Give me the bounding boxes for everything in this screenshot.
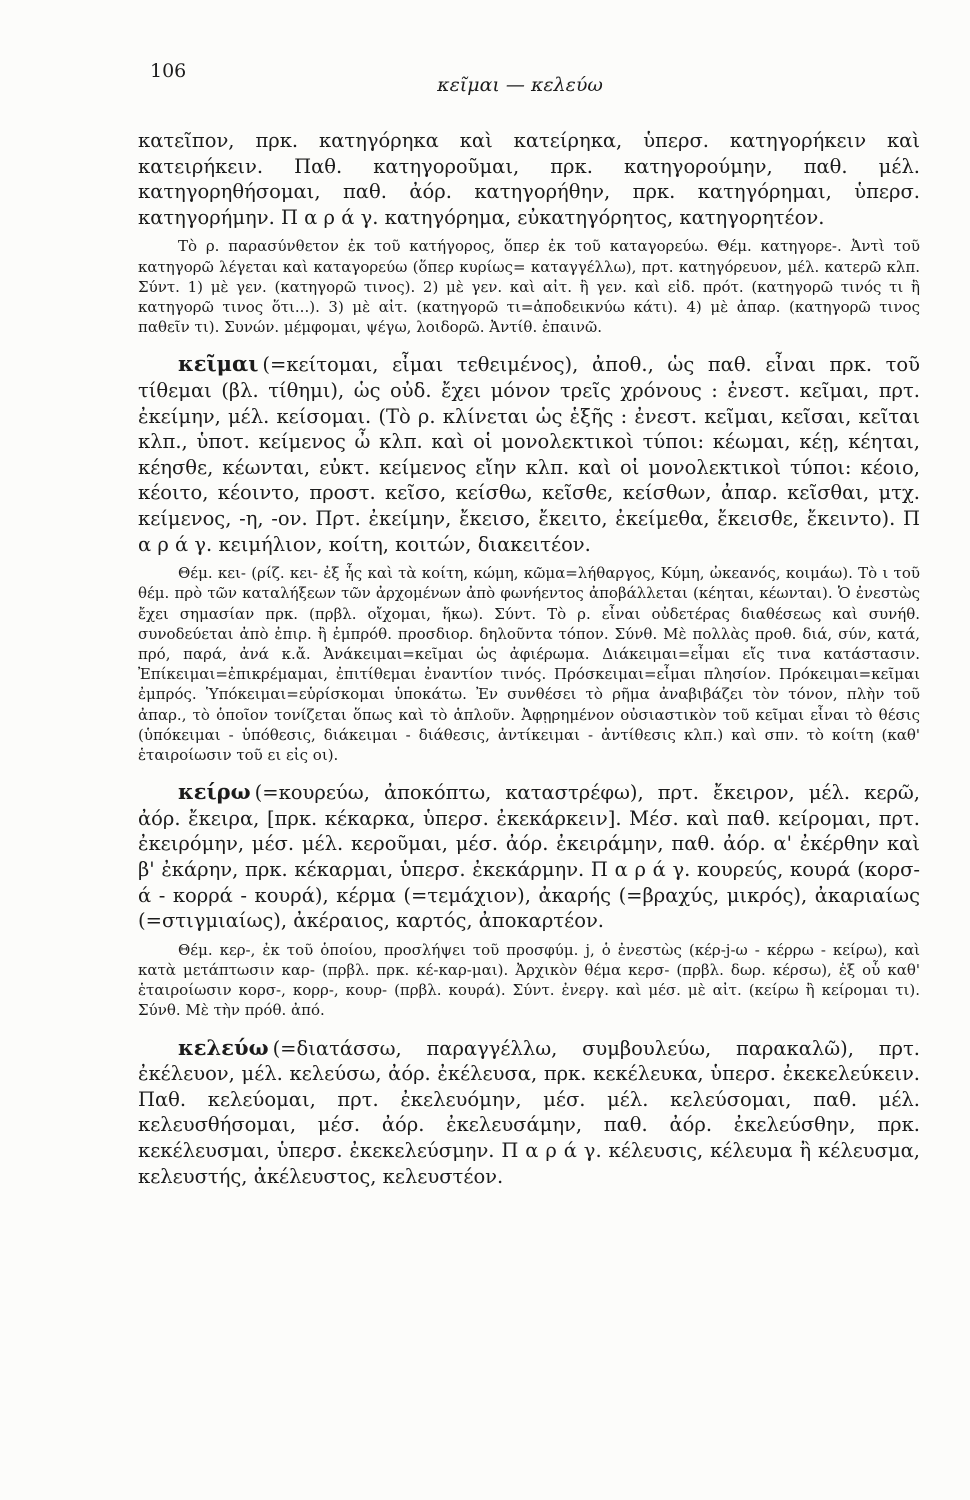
entry-text: (=διατάσσω, παραγγέλλω, συμβουλεύω, παρακαλῶ), πρτ. ἐκέλευον, μέλ. κελεύσω, ἀόρ. ἐκέλευσα, πρκ. κεκέλευκα, ὑπερσ. ἐκεκελεύκειν. Παθ. κελεύομαι, πρτ. ἐκελευόμην, μέσ. μέλ. κελεύσομαι, παθ. μέλ. κελευσθήσομαι, μέσ. ἀόρ. ἐκελευσάμην, παθ. ἀόρ. ἐκελεύσθην, πρκ. κεκέλευσμαι, ὑπερσ. ἐκεκελεύσμην. Π α ρ ά γ. κέλευσις, κέλευμα ἢ κέλευσμα, κελευστής, ἀκέλευστος, κελευστέον. — [138, 1036, 920, 1188]
entry-text: (=κείτομαι, εἶμαι τεθειμένος), ἀποθ., ὡς παθ. εἶναι πρκ. τοῦ τίθεμαι (βλ. τίθημι), ὡς οὐδ. ἔχει μόνον τρεῖς χρόνους : ἐνεστ. κεῖμαι, πρτ. ἐκείμην, μέλ. κείσομαι. (Τὸ ρ. κλίνεται ὡς ἑξῆς : ἐνεστ. κεῖμαι, κεῖσαι, κεῖται κλπ., ὑποτ. κείμενος ὦ κλπ. καὶ οἱ μονολεκτικοὶ τύποι: κέωμαι, κέῃ, κέηται, κέησθε, κέωνται, εὐκτ. κείμενος εἴην κλπ. καὶ οἱ μονολεκτικοὶ τύποι: κέοιο, κέοιτο, κέοιντο, προστ. κεῖσο, κείσθω, κεῖσθε, κείσθων, ἀπαρ. κεῖσθαι, μτχ. κείμενος, -η, -ον. Πρτ. ἐκείμην, ἔκεισο, ἔκειτο, ἐκείμεθα, ἔκεισθε, ἔκειντο). Π α ρ ά γ. κειμήλιον, κοίτη, κοιτών, διακειτέον. — [138, 353, 920, 556]
page-header — [0, 60, 970, 100]
etymology-note: Θέμ. κει- (ρίζ. κει- ἐξ ἧς καὶ τὰ κοίτη, κώμη, κῶμα=λήθαργος, Κύμη, ὠκεανός, κοιμάω). Τὸ ι τοῦ θέμ. πρὸ τῶν καταλήξεων τῶν ἀρχομένων ἀπὸ φωνήεντος ἀποβάλλεται (κέηται, κέωνται). Ὁ ἐνεστὼς ἔχει σημασίαν πρκ. (πρβλ. οἴχομαι, ἥκω). Σύντ. Τὸ ρ. εἶναι οὐδετέρας διαθέσεως καὶ συνήθ. συνοδεύεται ἀπὸ ἐπιρ. ἢ ἐμπρόθ. προσδιορ. δηλοῦντα τόπον. Σύνθ. Μὲ πολλὰς προθ. διά, σύν, κατά, πρό, παρά, ἀνά κ.ἄ. Ἀνάκειμαι=κεῖμαι ὡς ἀφιέρωμα. Διάκειμαι=εἶμαι εἴς τινα κατάστασιν. Ἐπίκειμαι=ἐπικρέμαμαι, ἐπιτίθεμαι ἐναντίον τινός. Πρόσκειμαι=εἶμαι πλησίον. Πρόκειμαι=κεῖμαι ἐμπρός. Ὑπόκειμαι=εὑρίσκομαι ὑποκάτω. Ἐν συνθέσει τὸ ρῆμα ἀναβιβάζει τὸν τόνον, πλὴν τοῦ ἀπαρ., τὸ ὁποῖον τονίζεται ὅπως καὶ τὸ ἁπλοῦν. Ἀφῃρημένον οὐσιαστικὸν τοῦ κεῖμαι εἶναι τὸ θέσις (ὑπόκειμαι - ὑπόθεσις, διάκειμαι - διάθεσις, ἀντίκειμαι - ἀντίθεσις κλπ.) καὶ σπν. τὸ κοίτη (καθ' ἑταιροίωσιν τοῦ ει εἰς οι). — [138, 564, 920, 764]
entry-keiro — [138, 779, 920, 934]
page-body — [138, 128, 920, 1189]
page-number: 106 — [150, 60, 187, 82]
entry-keleuo — [138, 1035, 920, 1190]
entry-continuation: κατεῖπον, πρκ. κατηγόρηκα καὶ κατείρηκα, ὑπερσ. κατηγορήκειν καὶ κατειρήκειν. Παθ. κατηγοροῦμαι, πρκ. κατηγορούμην, παθ. μέλ. κατηγορηθήσομαι, παθ. ἀόρ. κατηγορήθην, πρκ. κατηγόρημαι, ὑπερσ. κατηγορήμην. Π α ρ ά γ. κατηγόρημα, εὐκατηγόρητος, κατηγορητέον. — [138, 129, 920, 229]
etymology-note: Τὸ ρ. παρασύνθετον ἐκ τοῦ κατήγορος, ὅπερ ἐκ τοῦ καταγορεύω. Θέμ. κατηγορε-. Ἀντὶ τοῦ κατηγορῶ λέγεται καὶ καταγορεύω (ὅπερ κυρίως= καταγγέλλω), πρτ. κατηγόρευον, μέλ. κατερῶ κλπ. Σύντ. 1) μὲ γεν. (κατηγορῶ τινος). 2) μὲ γεν. καὶ αἰτ. ἢ γεν. καὶ εἰδ. πρότ. (κατηγορῶ τινός τι ἢ κατηγορῶ τινος ὅτι...). 3) μὲ αἰτ. (κατηγορῶ τι=ἀποδεικνύω κάτι). 4) μὲ ἀπαρ. (κατηγορῶ τινος παθεῖν τι). Συνών. μέμφομαι, ψέγω, λοιδορῶ. Ἀντίθ. ἐπαινῶ. — [138, 237, 920, 337]
entry-text: (=κουρεύω, ἀποκόπτω, καταστρέφω), πρτ. ἔκειρον, μέλ. κερῶ, ἀόρ. ἔκειρα, [πρκ. κέκαρκα, ὑπερσ. ἐκεκάρκειν]. Μέσ. καὶ παθ. κείρομαι, πρτ. ἐκειρόμην, μέσ. μέλ. κεροῦμαι, μέσ. ἀόρ. ἐκειράμην, παθ. ἀόρ. α' ἐκέρθην καὶ β' ἐκάρην, πρκ. κέκαρμαι, ὑπερσ. ἐκεκάρμην. Π α ρ ά γ. κουρεύς, κουρά (κορσ-ά - κορρά - κουρά), κέρμα (=τεμάχιον), ἀκαρής (=βραχύς, μικρός), ἀκαριαίως (=στιγμιαίως), ἀκέραιος, καρτός, ἀποκαρτέον. — [138, 781, 920, 933]
entry-keimai — [138, 351, 920, 557]
headword: κείρω — [178, 779, 251, 805]
headword: κεῖμαι — [178, 351, 259, 377]
headword: κελεύω — [178, 1034, 269, 1060]
etymology-note: Θέμ. κερ-, ἐκ τοῦ ὁποίου, προσλήψει τοῦ προσφύμ. j, ὁ ἐνεστὼς (κέρ-j-ω - κέρρω - κείρω), καὶ κατὰ μετάπτωσιν καρ- (πρβλ. πρκ. κέ-καρ-μαι). Ἀρχικὸν θέμα κερσ- (πρβλ. δωρ. κέρσω), ἐξ οὗ καθ' ἑταιροίωσιν κορσ-, κορρ-, κουρ- (πρβλ. κουρά). Σύντ. ἐνεργ. καὶ μέσ. μὲ αἰτ. (κείρω ἢ κείρομαι τι). Σύνθ. Μὲ τὴν πρόθ. ἀπό. — [138, 940, 920, 1020]
running-head: κεῖμαι — κελεύω — [437, 74, 603, 96]
